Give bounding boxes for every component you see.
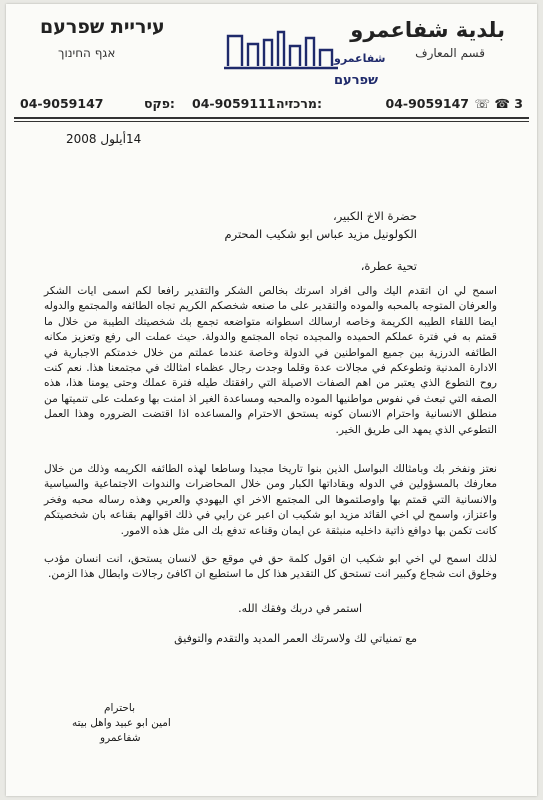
signature-regards: باحترام (104, 702, 135, 714)
logo-arabic-text: شفاعمرو (334, 52, 386, 65)
hebrew-municipality-title: עיריית שפרעם (40, 16, 165, 38)
signature-name: امين ابو عبيد واهل بيته (72, 717, 171, 729)
body-paragraph: نعتز ونفخر بك وبامثالك البواسل الذين بنوا تاريخا مجيدا وساطعا لهذه الطائفه الكريمه وذلك من خلال معارفك بالمسؤولين في الدوله وبقاداتها الكبار ومن خلال المحاضرات والندوات الاجتماعية والسياسية والانسانية التي قمتم بها واوصلتموها الى المجتمع الاخر اي اليهودي والعربي وهذه رساله محبه وفخر واعتزاز، واسمح لي اخي القائد مزيد ابو شكيب ان اعبر عن رايي في ذلك اقوالهم بقناعه بان شخصيتكم كانت تكمن بها دوافع ذاتية داخليه منبثقة عن ايمان وقناعه تدفع بك الى مثل هذه الامور. (44, 463, 497, 537)
closing-wishes: مع تمنياتي لك ولاسرتك العمر المديد والتقدم والتوفيق (174, 632, 417, 645)
phone-switchboard: 04-9059111 (192, 96, 276, 111)
logo-hebrew-text: שפרעם (334, 73, 378, 88)
phone-right: 04-9059147 (385, 96, 469, 111)
label-switchboard: מרכזיה: (276, 96, 322, 111)
arabic-municipality-title: بلدية شفاعمرو (350, 18, 505, 42)
body-paragraph: لذلك اسمح لي اخي ابو شكيب ان اقول كلمة حق في موقع حق لانسان يستحق، انت انسان مؤدب وخلوق انت شجاع وكبير انت تستحق كل التقدير هذا كل ما استطيع ان اكافئ رجالات وابطال هذا الزمن. (44, 553, 497, 581)
municipality-logo-icon (222, 26, 386, 88)
greeting: تحية عطرة، (360, 259, 417, 273)
label-fax: פקס: (144, 96, 175, 111)
phone-right-icons: ☏ ☎ 3 (474, 96, 523, 111)
letter-page (6, 4, 537, 796)
signature-city: شفاعمرو (100, 732, 141, 744)
salutation: حضرة الاخ الكبير، (333, 209, 417, 223)
recipient: الكولونيل مزيد عباس ابو شكيب المحترم (224, 227, 417, 241)
closing-line: استمر في دربك وفقك الله. (238, 602, 362, 615)
arabic-department: قسم المعارف (415, 46, 485, 60)
letter-date: 14أيلول 2008 (66, 132, 142, 146)
phone-fax: 04-9059147 (20, 96, 104, 111)
body-paragraph: اسمح لي ان اتقدم اليك والى افراد اسرتك بخالص الشكر والتقدير رافعا لكم اسمى ايات الشكر والعرفان المتوجه بالمحبه والموده والتقدير على ما صنعه شخصكم الكريم تجاه الطائفه والمجتمع والدوله ايضا اللقاء الطيبه الكريمة وخاصه ارسالك اسطوانه متواضعه تجمع بك شخصيتك الطيبة من خلال ما قمتم به في فترة عملكم الحميده والمجيده تجاه المجتمع والدولة. حيث عملت الى رفع وتعزيز مكانه الطائفه الدرزية بين جميع المواطنين في الدولة وخاصة عندما عملتم من خلال خدمتكم الاجبارية في الادارة المدنية وتطوعكم في مجالات عدة وقلما وجدت رجال عظماء امثالك في مجتمعنا هذا. نعم كنت روح التطوع الذي يعتبر من اهم الصفات الاصيلة التي رافقتك طيله فترة عملك وحتى يومنا هذا، هذه الصفه التي تبعث في نفوس مواطنيها الموده والمحبه ومساعدة الغير اذ امنت بها وعملت على تنميتها من منطلق الانسانية واحترام الانسان كونه يستحق الاحترام والمساعده اذا اقتضت الضروره وهذا العمل التطوعي الذي يمهد الى طريق الخير. (44, 285, 497, 436)
contact-row (14, 96, 529, 116)
header-rule-thick (14, 117, 529, 119)
header-rule-thin (14, 121, 529, 122)
hebrew-department: אגף החינוך (58, 46, 116, 60)
